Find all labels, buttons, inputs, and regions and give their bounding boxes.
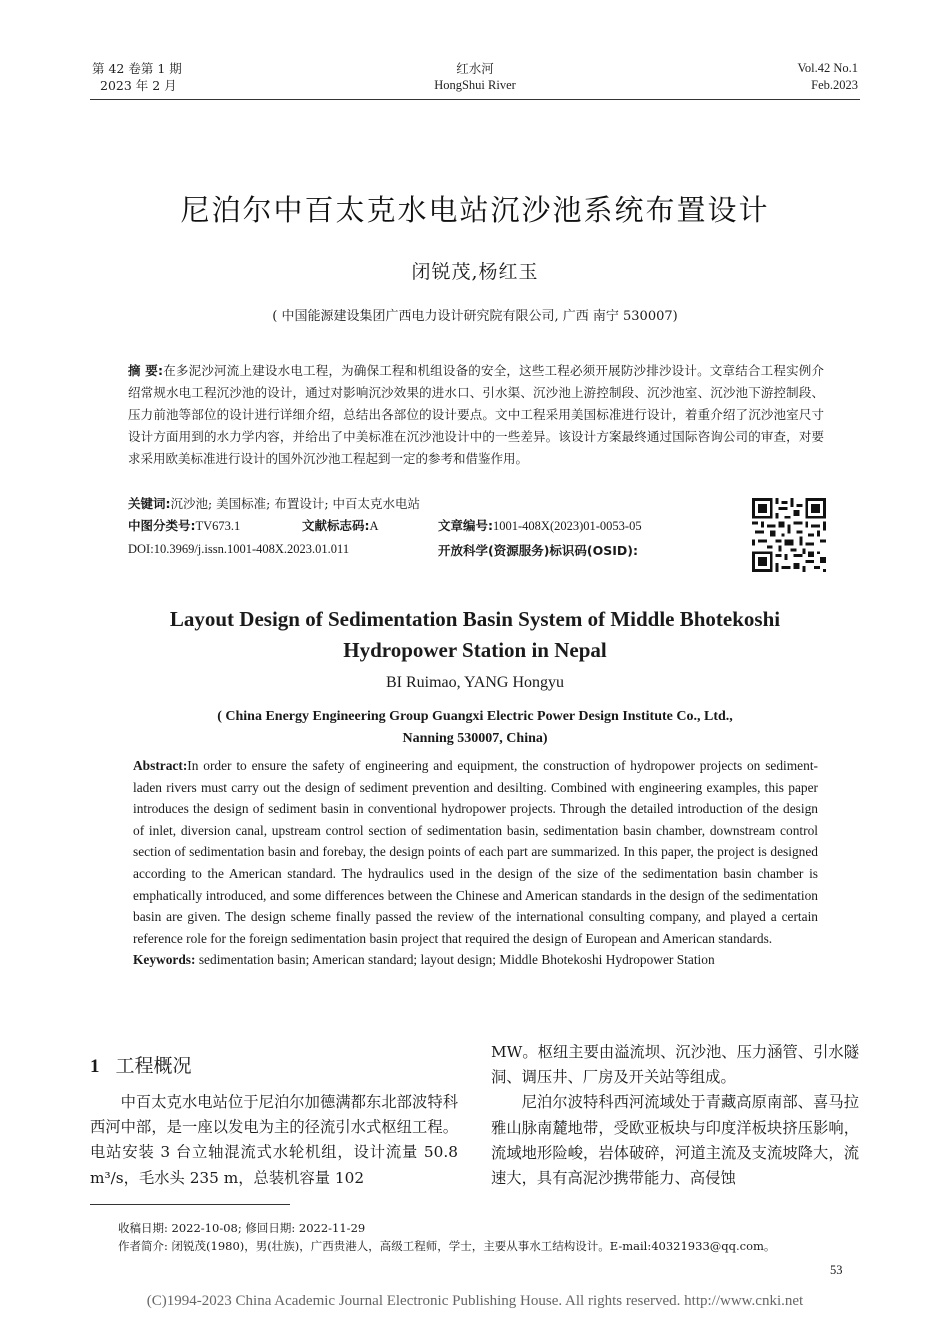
header-center (375, 60, 575, 94)
header-rule (90, 99, 860, 100)
osid-label: 开放科学(资源服务)标识码(OSID): (438, 543, 639, 558)
doi-value: 10.3969/j.issn.1001-408X.2023.01.011 (153, 542, 350, 556)
journal-cn: 红水河 (456, 61, 494, 76)
clc (128, 516, 240, 534)
section-1-left-paragraph: 中百太克水电站位于尼泊尔加德满都东北部波特科西河中部，是一座以发电为主的径流引水式枢纽工程。电站安装 3 台立轴混流式水轮机组，设计流量 50.8 m³/s，毛水头 235 m，总装机容量 102 (90, 1093, 458, 1187)
clc-value: TV673.1 (195, 519, 241, 533)
qr-code-icon[interactable] (752, 498, 826, 572)
cn-keywords (128, 494, 420, 512)
section-1-right-column (491, 1040, 859, 1191)
volume-cn: 第 42 卷第 1 期 (92, 61, 182, 76)
doi-label: DOI: (128, 542, 154, 556)
footnote-rule (90, 1204, 290, 1205)
en-keywords (133, 949, 818, 971)
cn-keywords-text: 沉沙池; 美国标准; 布置设计; 中百太克水电站 (170, 496, 421, 511)
cn-affiliation: ( 中国能源建设集团广西电力设计研究院有限公司, 广西 南宁 530007) (272, 309, 678, 324)
en-keywords-label: Keywords: (133, 952, 196, 968)
doi (128, 541, 349, 557)
cn-abstract (128, 360, 824, 470)
doc-code-label: 文献标志码: (302, 518, 370, 533)
footnote-author-bio: 作者简介: 闭锐茂(1980)，男(壮族)，广西贵港人，高级工程师，学士，主要从事水工结构设计。E-mail:40321933@qq.com。 (118, 1239, 776, 1253)
cn-abstract-label: 摘 要: (128, 363, 163, 378)
volume-en: Vol.42 No.1 (797, 61, 858, 75)
journal-en: HongShui River (434, 78, 516, 92)
footnote-received: 收稿日期: 2022-10-08; 修回日期: 2022-11-29 (118, 1221, 366, 1235)
doc-code-value: A (369, 519, 379, 533)
article-no-label: 文章编号: (438, 518, 493, 533)
cn-abstract-text: 在多泥沙河流上建设水电工程，为确保工程和机组设备的安全，这些工程必须开展防沙排沙设计。文章结合工程实例介绍常规水电工程沉沙池的设计，通过对影响沉沙效果的进水口、引水渠、沉沙池上游控制段、沉沙池室、沉沙池下游控制段、压力前池等部位的设计进行详细介绍，总结出各部位的设计要点。文中工程采用美国标准进行设计，着重介绍了沉沙池室尺寸设计方面用到的水力学内容，并给出了中美标准在沉沙池设计中的一些差异。该设计方案最终通过国际咨询公司的审查，对要求采用欧美标准进行设计的国外沉沙池工程起到一定的参考和借鉴作用。 (128, 363, 824, 466)
en-affiliation-line1: ( China Energy Engineering Group Guangxi Electric Power Design Institute Co., Ltd., (217, 709, 733, 724)
section-1-right-para2: 尼泊尔波特科西河流域处于青藏高原南部、喜马拉雅山脉南麓地带，受欧亚板块与印度洋板块挤压影响，流域地形险峻，岩体破碎，河道主流及支流坡降大，流速大，具有高泥沙携带能力、高侵蚀 (491, 1093, 859, 1188)
en-affiliation-line2: Nanning 530007, China) (402, 731, 548, 746)
date-cn: 2023 年 2 月 (100, 78, 177, 93)
en-authors: BI Ruimao, YANG Hongyu (385, 674, 565, 691)
date-en: Feb.2023 (811, 78, 858, 92)
en-abstract-label: Abstract: (133, 758, 188, 773)
en-title-line1: Layout Design of Sedimentation Basin System of Middle Bhotekoshi (169, 607, 781, 631)
en-title (90, 604, 860, 666)
clc-label: 中图分类号: (128, 518, 196, 533)
cn-keywords-label: 关键词: (128, 496, 171, 511)
osid (438, 541, 638, 559)
section-1-title: 工程概况 (115, 1055, 192, 1077)
en-keywords-text: sedimentation basin; American standard; layout design; Middle Bhotekoshi Hydropower Station (198, 952, 715, 968)
cn-authors: 闭锐茂,杨红玉 (411, 261, 539, 283)
header-left (92, 60, 182, 94)
en-title-line2: Hydropower Station in Nepal (343, 638, 607, 662)
section-1-number: 1 (90, 1056, 100, 1077)
section-1-right-para1: MW。枢纽主要由溢流坝、沉沙池、压力涵管、引水隧洞、调压井、厂房及开关站等组成。 (491, 1043, 859, 1087)
cnki-copyright[interactable]: (C)1994-2023 China Academic Journal Electronic Publishing House. All rights reserved. http://www.cnki.net (146, 1293, 804, 1309)
en-affiliation (90, 706, 860, 750)
en-abstract (133, 755, 818, 971)
page-number: 53 (830, 1263, 843, 1277)
section-1-heading (90, 1051, 192, 1078)
doc-code (302, 516, 379, 534)
cn-title: 尼泊尔中百太克水电站沉沙池系统布置设计 (180, 193, 770, 227)
en-abstract-text: In order to ensure the safety of engineering and equipment, the construction of hydropower projects on sediment-laden rivers must carry out the design of sediment prevention and desilting. Combined with engineering examples, this paper introduces the design of sediment basin in conventional hydropower projects. Through the detailed introduction of the design of inlet, diversion canal, upstream control section of sedimentation basin, sedimentation basin chamber, downstream control section of sedimentation basin and forebay, the design points of each part are summarized. In this paper, the project is designed according to the American standard. The hydraulics used in the design of the size of the sedimentation basin chamber is emphatically introduced, and some differences between the Chinese and American standards in the design of the sedimentation basin are given. The design scheme finally passed the review of the international consulting company, and played a certain reference role for the foreign sedimentation basin project that required the design of European and American standards. (133, 758, 818, 946)
article-no-value: 1001-408X(2023)01-0053-05 (493, 519, 642, 533)
article-no (438, 516, 642, 534)
header-right (797, 60, 858, 94)
